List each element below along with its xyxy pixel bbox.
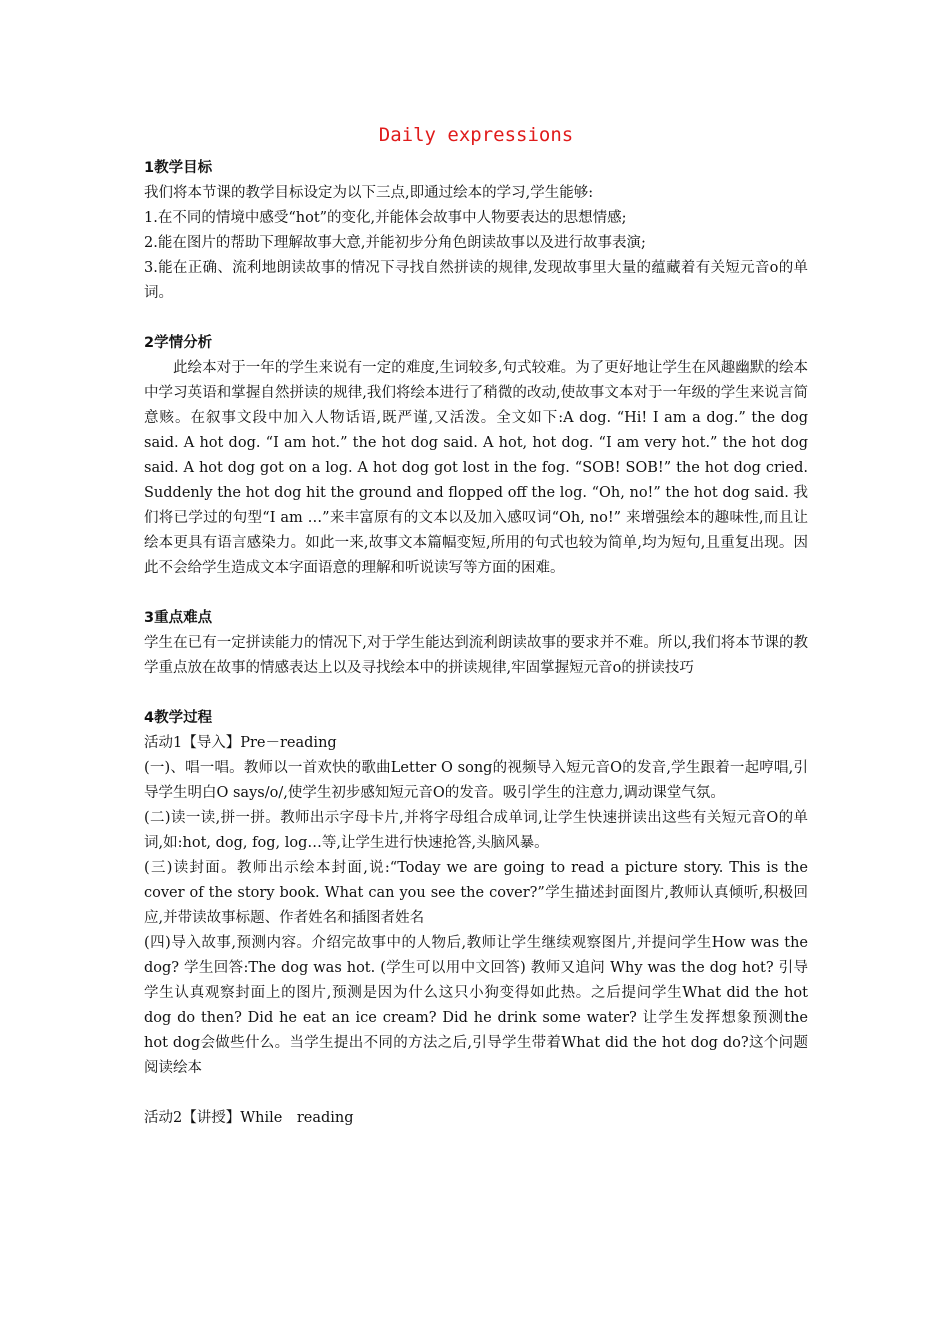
section-heading-objectives: 1教学目标 — [144, 160, 213, 176]
document-page — [144, 120, 808, 1131]
section-heading-analysis: 2学情分析 — [144, 335, 213, 351]
spacer — [144, 306, 808, 331]
spacer — [144, 1081, 808, 1106]
process-step-1: (一)、唱一唱。教师以一首欢快的歌曲Letter O song的视频导入短元音O的发音,学生跟着一起哼唱,引导学生明白O says/o/,使学生初步感知短元音O的发音。吸引学生的注意力,调动课堂气氛。 — [144, 760, 808, 801]
analysis-paragraph: 此绘本对于一年的学生来说有一定的难度,生词较多,句式较难。为了更好地让学生在风趣幽默的绘本中学习英语和掌握自然拼读的规律,我们将绘本进行了稍微的改动,使故事文本对于一年级的学生来说言简意赅。在叙事文段中加入人物话语,既严谨,又活泼。全文如下:A dog. “Hi! I am a dog.” the dog said. A hot dog. “I am hot.” the hot dog said. A hot, hot dog. “I am very hot.” the hot dog said. A hot dog got on a log. A hot dog got lost in the fog. “SOB! SOB!” the hot dog cried. Suddenly the hot dog hit the ground and flopped off the log. “Oh, no!” the hot dog said. 我们将已学过的句型“I am …”来丰富原有的文本以及加入感叹词“Oh, no!” 来增强绘本的趣味性,而且让绘本更具有语言感染力。如此一来,故事文本篇幅变短,所用的句式也较为简单,均为短句,且重复出现。因此不会给学生造成文本字面语意的理解和听说读写等方面的困难。 — [144, 360, 808, 576]
process-step-2: (二)读一读,拼一拼。教师出示字母卡片,并将字母组合成单词,让学生快速拼读出这些有关短元音O的单词,如:hot, dog, fog, log…等,让学生进行快速抢答,头脑风暴。 — [144, 810, 808, 851]
objective-item-3: 3.能在正确、流利地朗读故事的情况下寻找自然拼读的规律,发现故事里大量的蕴藏着有关短元音o的单词。 — [144, 260, 808, 301]
objective-item-1: 1.在不同的情境中感受“hot”的变化,并能体会故事中人物要表达的思想情感; — [144, 210, 627, 226]
objective-item-2: 2.能在图片的帮助下理解故事大意,并能初步分角色朗读故事以及进行故事表演; — [144, 235, 646, 251]
section-heading-key-points: 3重点难点 — [144, 610, 213, 626]
process-step-3: (三)读封面。教师出示绘本封面,说:“Today we are going to read a picture story. This is the cover of the story book. What can you see the cover?”学生描述封面图片,教师认真倾听,积极回应,并带读故事标题、作者姓名和插图者姓名 — [144, 860, 808, 926]
key-points-paragraph: 学生在已有一定拼读能力的情况下,对于学生能达到流利朗读故事的要求并不难。所以,我们将本节课的教学重点放在故事的情感表达上以及寻找绘本中的拼读规律,牢固掌握短元音o的拼读技巧 — [144, 635, 808, 676]
process-step-4: (四)导入故事,预测内容。介绍完故事中的人物后,教师让学生继续观察图片,并提问学生How was the dog? 学生回答:The dog was hot. (学生可以用中文回答) 教师又追问 Why was the dog hot? 引导学生认真观察封面上的图片,预测是因为什么这只小狗变得如此热。之后提问学生What did the hot dog do then? Did he eat an ice cream? Did he drink some water? 让学生发挥想象预测the hot dog会做些什么。当学生提出不同的方法之后,引导学生带着What did the hot dog do?这个问题阅读绘本 — [144, 935, 808, 1076]
section-heading-process: 4教学过程 — [144, 710, 213, 726]
spacer — [144, 581, 808, 606]
activity-1-title: 活动1【导入】Pre－reading — [144, 735, 337, 751]
objectives-intro: 我们将本节课的教学目标设定为以下三点,即通过绘本的学习,学生能够: — [144, 185, 594, 201]
activity-2-title: 活动2【讲授】While reading — [144, 1110, 354, 1126]
document-title: Daily expressions — [378, 124, 574, 146]
spacer — [144, 681, 808, 706]
